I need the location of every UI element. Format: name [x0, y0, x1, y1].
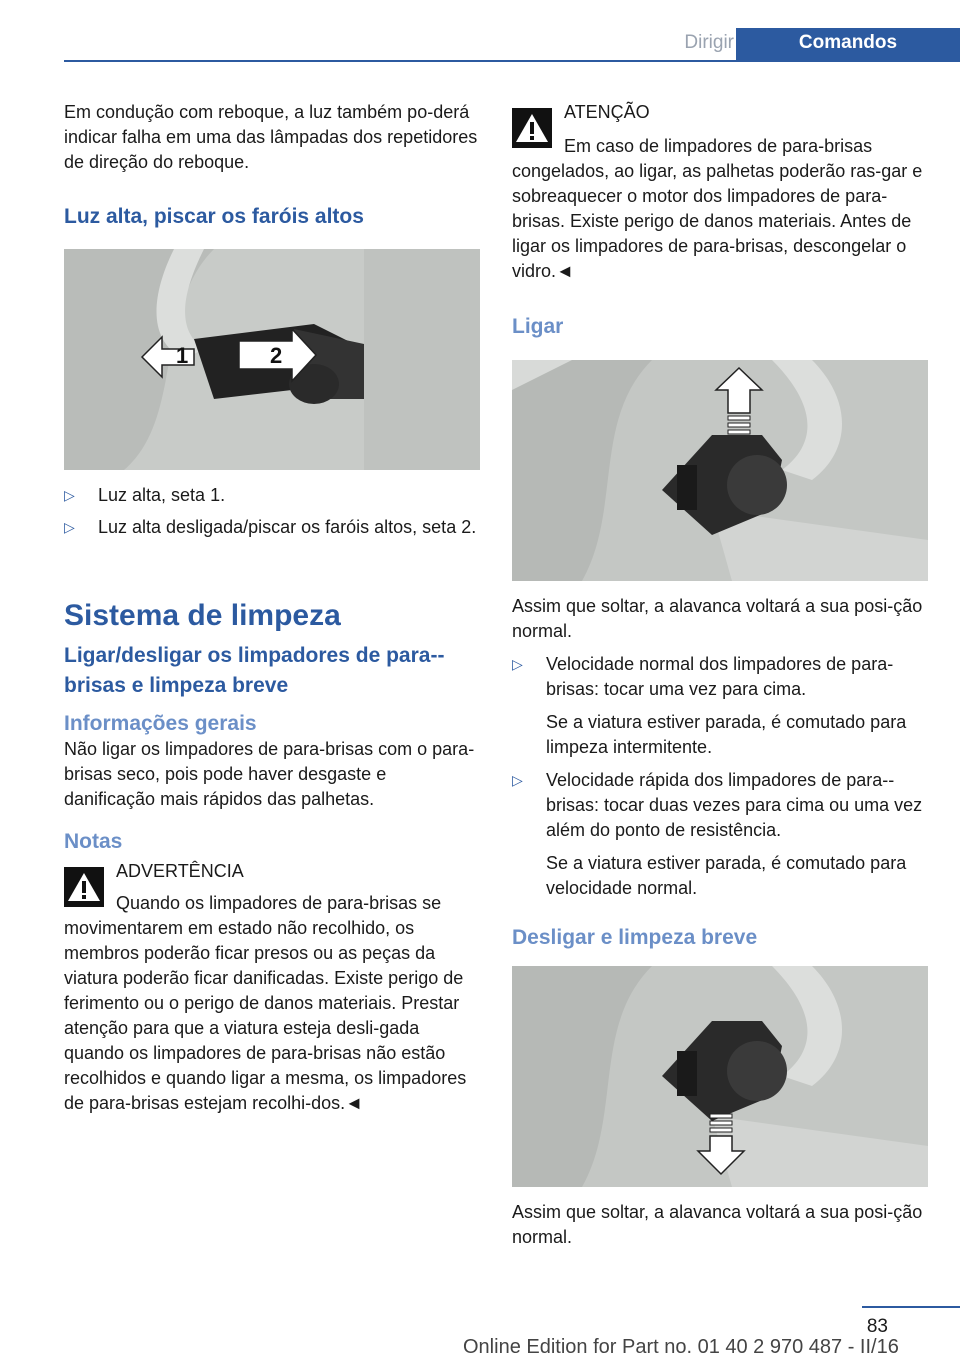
arrow-label-1: 1: [176, 343, 189, 368]
general-info-text: Não ligar os limpadores de para-brisas com o para-brisas seco, pois pode haver desgaste e danificação mais rápidos das palhetas.: [64, 739, 475, 809]
wiper-off-figure: [512, 966, 928, 1187]
warning-title: ADVERTÊNCIA: [116, 861, 244, 881]
page-header: [64, 28, 960, 62]
wiper-on-list: [512, 652, 928, 901]
notes-heading: Notas: [64, 830, 123, 853]
off-heading: Desligar e limpeza breve: [512, 926, 758, 949]
on-heading: Ligar: [512, 315, 564, 338]
caution-first-line: Em caso de limpadores de para-brisas: [564, 136, 873, 156]
triangle-bullet-icon: ▷: [512, 772, 523, 788]
warning-box: [64, 859, 480, 1116]
page-number: 83: [866, 1316, 888, 1337]
cleaning-system-heading: Sistema de limpeza: [64, 599, 341, 632]
list-item: ▷ Luz alta, seta 1.: [64, 483, 480, 508]
triangle-bullet-icon: ▷: [64, 487, 75, 503]
section-label: Dirigir: [684, 32, 734, 53]
triangle-bullet-icon: ▷: [512, 656, 523, 672]
general-info-heading: Informações gerais: [64, 712, 257, 735]
caution-text: congelados, ao ligar, as palhetas poderão ras-gar e sobreaquecer o motor dos limpadores de para-brisas. Existe perigo de danos materiais. Antes de ligar os limpadores de para-brisas, descongelar o vidro.◄: [512, 161, 923, 281]
footer-rule: [862, 1306, 960, 1308]
warning-text: movimentarem em estado não recolhido, os membros poderão ficar presos ou as peças da viatura poderão ficar danificadas. Existe perigo de ferimento ou o perigo de danos materiais. Prestar atenção para que a viatura esteja desli-gada quando os limpadores de para-brisas não estão recolhidos e quando ligar a mesma, os limpadores de para-brisas estejam recolhi-dos.◄: [64, 918, 467, 1113]
wiper-lever-up-illustration: [512, 360, 928, 581]
left-column: [64, 100, 480, 1116]
release-text-1: Assim que soltar, a alavanca voltará a sua posi-ção normal.: [512, 596, 923, 641]
chapter-tab: Comandos: [736, 28, 960, 62]
high-beam-list: [64, 483, 480, 540]
high-beam-heading: Luz alta, piscar os faróis altos: [64, 205, 364, 228]
wiper-on-figure: [512, 360, 928, 581]
wiper-lever-down-illustration: [512, 966, 928, 1187]
list-item: ▷ Velocidade rápida dos limpadores de para--brisas: tocar duas vezes para cima ou uma vez além do ponto de resistência. Se a viatura estiver parada, é comutado para velocidade normal.: [512, 770, 923, 898]
list-item: ▷ Luz alta desligada/piscar os faróis altos, seta 2.: [64, 515, 480, 540]
caution-box: [512, 100, 928, 284]
towing-intro-text: Em condução com reboque, a luz também po-derá indicar falha em uma das lâmpadas dos repetidores de direção do reboque.: [64, 102, 478, 172]
warning-icon: [512, 108, 552, 148]
warning-icon: [64, 867, 104, 907]
header-rule: [64, 60, 960, 62]
high-beam-lever-figure: [64, 249, 480, 470]
release-text-2: Assim que soltar, a alavanca voltará a sua posi-ção normal.: [512, 1202, 923, 1247]
edition-text: Online Edition for Part no. 01 40 2 970 487 - II/16: [463, 1336, 899, 1358]
arrow-label-2: 2: [270, 343, 283, 368]
list-item: ▷ Velocidade normal dos limpadores de para-brisas: tocar uma vez para cima. Se a viatura estiver parada, é comutado para limpeza intermitente.: [512, 654, 907, 757]
right-column: [512, 100, 928, 1250]
caution-title: ATENÇÃO: [564, 102, 650, 122]
warning-first-line: Quando os limpadores de para-brisas se: [116, 893, 442, 913]
triangle-bullet-icon: ▷: [64, 519, 75, 535]
wiper-heading: Ligar/desligar os limpadores de para--brisas e limpeza breve: [64, 644, 445, 697]
